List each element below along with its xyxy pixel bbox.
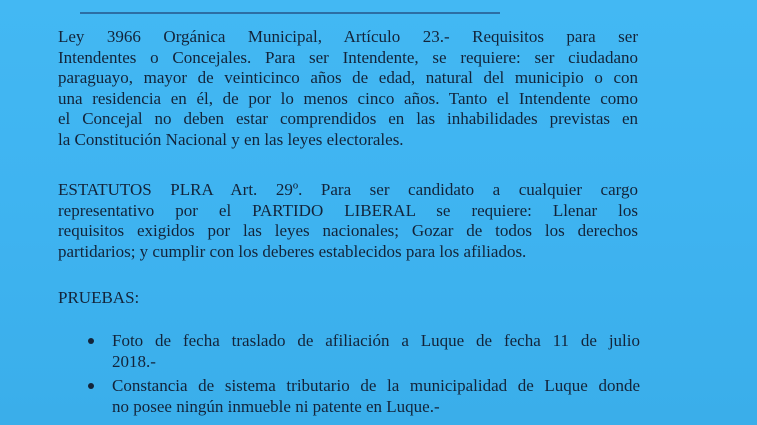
law-paragraph-line: paraguayo, mayor de veinticinco años de edad, natural del municipio o con xyxy=(58,68,638,87)
evidence-list-item xyxy=(88,331,640,372)
statutes-paragraph xyxy=(58,180,638,262)
statutes-paragraph-line: representativo por el PARTIDO LIBERAL se requiere: Llenar los xyxy=(58,200,638,220)
law-paragraph-line: una residencia en él, de por lo menos cinco años. Tanto el Intendente como xyxy=(58,88,638,108)
bullet-icon xyxy=(88,383,94,389)
evidence-list xyxy=(88,331,640,421)
evidence-heading: PRUEBAS: xyxy=(58,288,140,307)
evidence-item-line: no posee ningún inmueble ni patente en Luque.- xyxy=(112,396,440,416)
bullet-icon xyxy=(88,338,94,344)
law-paragraph-line: la Constitución Nacional y en las leyes electorales. xyxy=(58,129,404,149)
evidence-list-item xyxy=(88,376,640,417)
law-paragraph-line: Ley 3966 Orgánica Municipal, Artículo 23.- Requisitos para ser xyxy=(58,27,638,46)
statutes-paragraph-line: ESTATUTOS PLRA Art. 29º. Para ser candidato a cualquier cargo xyxy=(58,180,638,199)
law-paragraph-line: Intendentes o Concejales. Para ser Intendente, se requiere: ser ciudadano xyxy=(58,47,638,67)
law-paragraph xyxy=(58,27,638,150)
evidence-item-line: 2018.- xyxy=(112,351,156,371)
statutes-paragraph-line: requisitos exigidos por las leyes nacionales; Gozar de todos los derechos xyxy=(58,221,638,240)
paper-fold-line xyxy=(80,0,500,14)
evidence-item-line: Constancia de sistema tributario de la municipalidad de Luque donde xyxy=(112,376,640,395)
statutes-paragraph-line: partidarios; y cumplir con los deberes establecidos para los afiliados. xyxy=(58,241,527,261)
law-paragraph-line: el Concejal no deben estar comprendidos en las inhabilidades previstas en xyxy=(58,109,638,128)
evidence-item-line: Foto de fecha traslado de afiliación a Luque de fecha 11 de julio xyxy=(112,331,640,350)
